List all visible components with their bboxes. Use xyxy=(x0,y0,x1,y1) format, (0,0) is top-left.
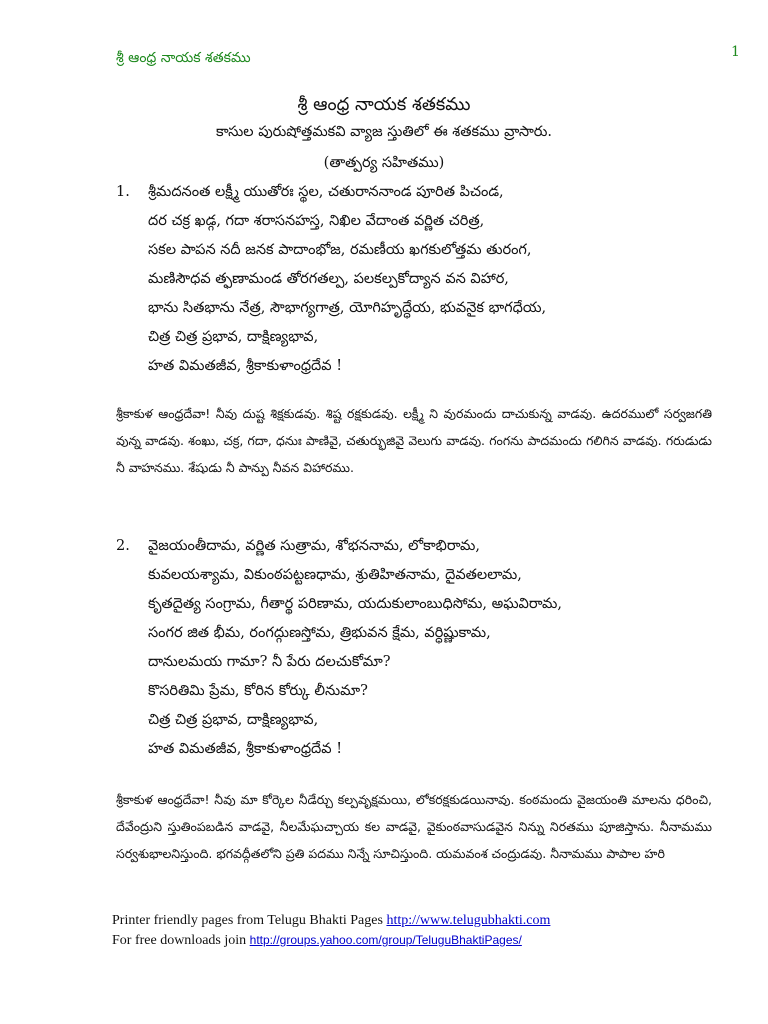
verse-1-line: హత విమతజీవ, శ్రీకాకుళాంధ్రదేవ ! xyxy=(148,358,343,374)
verse-2-line: కొసరితిమి ప్రేమ, కోరిన కోర్కు లీనుమా? xyxy=(148,683,368,699)
verse-1-line: చిత్ర చిత్ర ప్రభావ, దాక్షిణ్యభావ, xyxy=(148,329,319,345)
verse-2-line: సంగర జిత భీమ, రంగద్గుణస్తోమ, త్రిభువన క్షేమ, వర్ధిష్ణుకామ, xyxy=(148,625,491,641)
verse-1-line: సకల పాపన నదీ జనక పాదాంభోజ, రమణీయ ఖగకులోత్తమ తురంగ, xyxy=(148,242,532,258)
footer-line-1 xyxy=(112,913,550,929)
verse-2-line: దానులమయ గామా? నీ పేరు దలచుకోమా? xyxy=(148,654,391,670)
verse-2-line: చిత్ర చిత్ర ప్రభావ, దాక్షిణ్యభావ, xyxy=(148,712,319,728)
page-title: శ్రీ ఆంధ్ర నాయక శతకము xyxy=(297,94,471,115)
subtitle-meaning: (తాత్పర్య సహితము) xyxy=(323,155,445,171)
verse-1-number: 1. xyxy=(116,184,130,200)
verse-2-line: హత విమతజీవ, శ్రీకాకుళాంధ్రదేవ ! xyxy=(148,741,343,757)
verse-2-line: కృతదైత్య సంగ్రామ, గీతార్థ పరిణామ, యదుకులాంబుధిసోమ, అఘవిరామ, xyxy=(148,596,562,612)
verse-1-meaning: శ్రీకాకుళ ఆంధ్రదేవా! నీవు దుష్ట శిక్షకుడవు. శిష్ట రక్షకుడవు. లక్ష్మీ ని వురమందు దాచుకున్న వాడవు. ఉదరములో సర్వజగతి వున్న వాడవు. శంఖు, చక్ర, గదా, ధనుః పాణివై, చతుర్భుజివై వెలుగు వాడవు. గంగను పాదమందు గలిగిన వాడవు. గరుడుడు నీ వాహనము. శేషుడు నీ పాన్పు నీవన విహారము. xyxy=(116,406,712,475)
website-link[interactable]: http://www.telugubhakti.com xyxy=(386,913,551,928)
yahoo-group-link[interactable]: http://groups.yahoo.com/group/TeluguBhaktiPages/ xyxy=(249,933,522,947)
footer-text: For free downloads join xyxy=(112,933,250,948)
verse-1-line: శ్రీమదనంత లక్ష్మీ యుతోరః స్థల, చతురాననాండ పూరిత పిచండ, xyxy=(148,184,504,200)
verse-2-meaning: శ్రీకాకుళ ఆంధ్రదేవా! నీవు మా కోర్కెల నీడేర్చు కల్పవృక్షమయి, లోకరక్షకుడయినావు. కంఠమందు వైజయంతి మాలను ధరించి, దేవేంద్రుని స్తుతింపబడిన వాడవై, నీలమేఘచ్చాయ కల వాడవై, వైకుంఠవాసుడవైన నిన్ను నిరతము పూజిస్తాను. నీనామము సర్వశుభాలనిస్తుంది. భగవద్గీతలోని ప్రతి పదము నిన్నే సూచిస్తుంది. యమవంశ చంద్రుడవు. నీనామము పాపాల హరి xyxy=(116,792,712,861)
running-header: శ్రీ ఆంధ్ర నాయక శతకము xyxy=(116,50,251,66)
verse-2-line: కువలయశ్యామ, వికుంఠపట్టణధామ, శ్రుతిహితనామ, దైవతలలామ, xyxy=(148,567,522,583)
verse-1-line: మణిసౌధవ త్ఫణామండ తోరగతల్ప, పలకల్పకోద్యాన వన విహార, xyxy=(148,271,509,287)
footer-text: Printer friendly pages from Telugu Bhakti Pages xyxy=(112,913,387,928)
verse-1-line: భాను సితభాను నేత్ర, సౌభాగ్యగాత్ర, యోగిహృద్ధేయ, భువనైక భాగధేయ, xyxy=(148,300,547,316)
verse-2-number: 2. xyxy=(116,538,130,554)
verse-1-line: దర చక్ర ఖడ్గ, గదా శరాసనహస్త, నిఖిల వేదాంత వర్ణిత చరిత్ర, xyxy=(148,213,485,229)
subtitle: కాసుల పురుషోత్తమకవి వ్యాజ స్తుతిలో ఈ శతకము వ్రాసారు. xyxy=(215,124,552,140)
footer-line-2 xyxy=(112,933,522,949)
verse-2-line: వైజయంతీదామ, వర్ణిత సుత్రామ, శోభననామ, లోకాభిరామ, xyxy=(148,538,480,554)
page-number: 1 xyxy=(731,44,740,60)
